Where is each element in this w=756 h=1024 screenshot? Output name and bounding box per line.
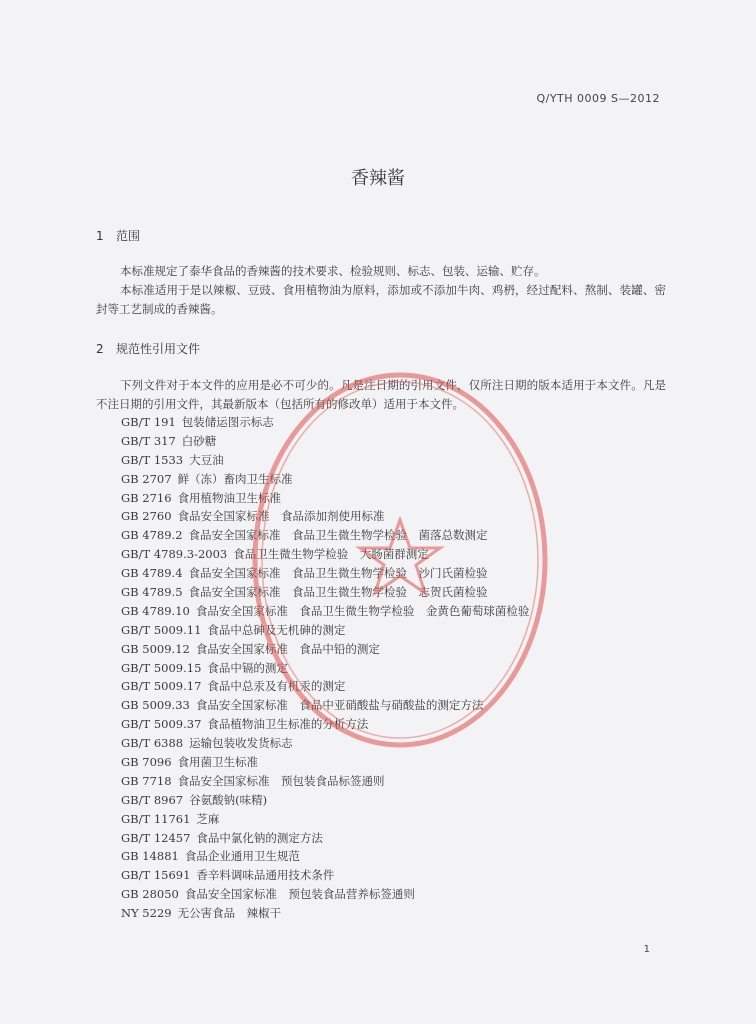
reference-code: GB/T 11761 <box>121 811 191 826</box>
reference-item <box>121 885 529 904</box>
reference-title: 谷氨酸钠(味精) <box>189 792 268 807</box>
reference-code: GB/T 5009.37 <box>121 717 202 732</box>
reference-code: GB 5009.33 <box>121 698 190 713</box>
reference-item <box>121 772 529 791</box>
reference-title: 食品中总汞及有机汞的测定 <box>207 679 346 694</box>
reference-title: 食品卫生微生物学检验 大肠菌群测定 <box>233 547 429 562</box>
section-number: 1 <box>96 229 104 243</box>
reference-title: 食品安全国家标准 食品添加剂使用标准 <box>177 509 385 524</box>
reference-code: GB 14881 <box>121 849 179 864</box>
standard-code: Q/YTH 0009 S—2012 <box>536 92 660 105</box>
reference-code: GB 2760 <box>121 509 172 524</box>
reference-title: 食品安全国家标准 食品卫生微生物学检验 金黄色葡萄球菌检验 <box>195 603 530 618</box>
reference-title: 食品安全国家标准 预包装食品标签通则 <box>177 773 385 788</box>
reference-code: GB/T 8967 <box>121 792 184 807</box>
section-title: 规范性引用文件 <box>116 342 201 356</box>
section-number: 2 <box>96 342 104 356</box>
document-title: 香辣酱 <box>351 168 405 189</box>
reference-title: 食品中总砷及无机砷的测定 <box>207 622 346 637</box>
reference-title: 鲜（冻）畜肉卫生标准 <box>177 471 293 486</box>
reference-item <box>121 847 529 866</box>
section-2-heading <box>96 340 200 357</box>
reference-title: 大豆油 <box>189 452 224 467</box>
reference-title: 食品安全国家标准 食品卫生微生物学检验 菌落总数测定 <box>188 528 488 543</box>
reference-code: GB/T 15691 <box>121 868 191 883</box>
reference-title: 食品中镉的测定 <box>207 660 288 675</box>
company-seal-stamp <box>245 360 555 760</box>
reference-item <box>121 866 529 885</box>
reference-title: 包装储运图示标志 <box>181 415 274 429</box>
reference-title: 芝麻 <box>196 811 220 826</box>
reference-code: GB 4789.2 <box>121 528 183 543</box>
reference-title: 运输包装收发货标志 <box>189 736 293 751</box>
reference-code: GB/T 5009.15 <box>121 660 202 675</box>
reference-item <box>121 904 529 923</box>
section-1-paragraph-1: 本标准规定了泰华食品的香辣酱的技术要求、检验规则、标志、包装、运输、贮存。 <box>120 264 546 278</box>
reference-title: 食品安全国家标准 食品卫生微生物学检验 志贺氏菌检验 <box>188 585 488 600</box>
reference-code: GB/T 4789.3-2003 <box>121 547 228 562</box>
reference-title: 食品植物油卫生标准的分析方法 <box>207 717 369 732</box>
reference-code: GB/T 191 <box>121 415 176 429</box>
reference-code: GB 4789.10 <box>121 603 190 618</box>
reference-title: 香辛料调味品通用技术条件 <box>196 868 335 883</box>
reference-title: 食用菌卫生标准 <box>177 755 259 770</box>
reference-title: 无公害食品 辣椒干 <box>177 906 282 921</box>
reference-item <box>121 810 529 829</box>
reference-code: GB 2707 <box>121 471 172 486</box>
reference-code: GB 4789.4 <box>121 566 183 581</box>
reference-title: 食品企业通用卫生规范 <box>184 849 300 864</box>
reference-title: 食品中氯化钠的测定方法 <box>196 830 323 845</box>
reference-title: 食品安全国家标准 食品卫生微生物学检验 沙门氏菌检验 <box>188 566 488 581</box>
reference-code: GB 7096 <box>121 755 172 770</box>
section-2-intro: 下列文件对于本文件的应用是必不可少的。凡是注日期的引用文件，仅所注日期的版本适用于本文件。凡是不注日期的引用文件，其最新版本（包括所有的修改单）适用于本文件。 <box>96 378 666 411</box>
reference-code: GB/T 5009.17 <box>121 679 202 694</box>
reference-title: 食品安全国家标准 食品中铅的测定 <box>195 641 380 656</box>
reference-item <box>121 829 529 848</box>
reference-code: GB 7718 <box>121 773 172 788</box>
page-number: 1 <box>643 944 650 955</box>
reference-code: NY 5229 <box>121 906 172 921</box>
reference-code: GB/T 6388 <box>121 736 184 751</box>
reference-title: 食品安全国家标准 预包装食品营养标签通则 <box>184 887 415 902</box>
reference-item <box>121 791 529 810</box>
reference-title: 食用植物油卫生标准 <box>177 490 282 505</box>
reference-code: GB 4789.5 <box>121 585 183 600</box>
reference-code: GB/T 1533 <box>121 452 184 467</box>
section-1-paragraph-2: 本标准适用于是以辣椒、豆豉、食用植物油为原料，添加或不添加牛肉、鸡枬，经过配料、熬制、装罐、密封等工艺制成的香辣酱。 <box>96 283 666 316</box>
reference-code: GB 5009.12 <box>121 641 190 656</box>
reference-title: 食品安全国家标准 食品中亚硝酸盐与硝酸盐的测定方法 <box>195 698 484 713</box>
reference-title: 白砂糖 <box>181 433 217 448</box>
reference-code: GB/T 317 <box>121 433 176 448</box>
reference-code: GB/T 12457 <box>121 830 191 845</box>
reference-code: GB 2716 <box>121 490 172 505</box>
reference-code: GB 28050 <box>121 887 179 902</box>
section-title: 范围 <box>116 229 141 243</box>
section-1-heading <box>96 227 140 244</box>
reference-code: GB/T 5009.11 <box>121 622 202 637</box>
